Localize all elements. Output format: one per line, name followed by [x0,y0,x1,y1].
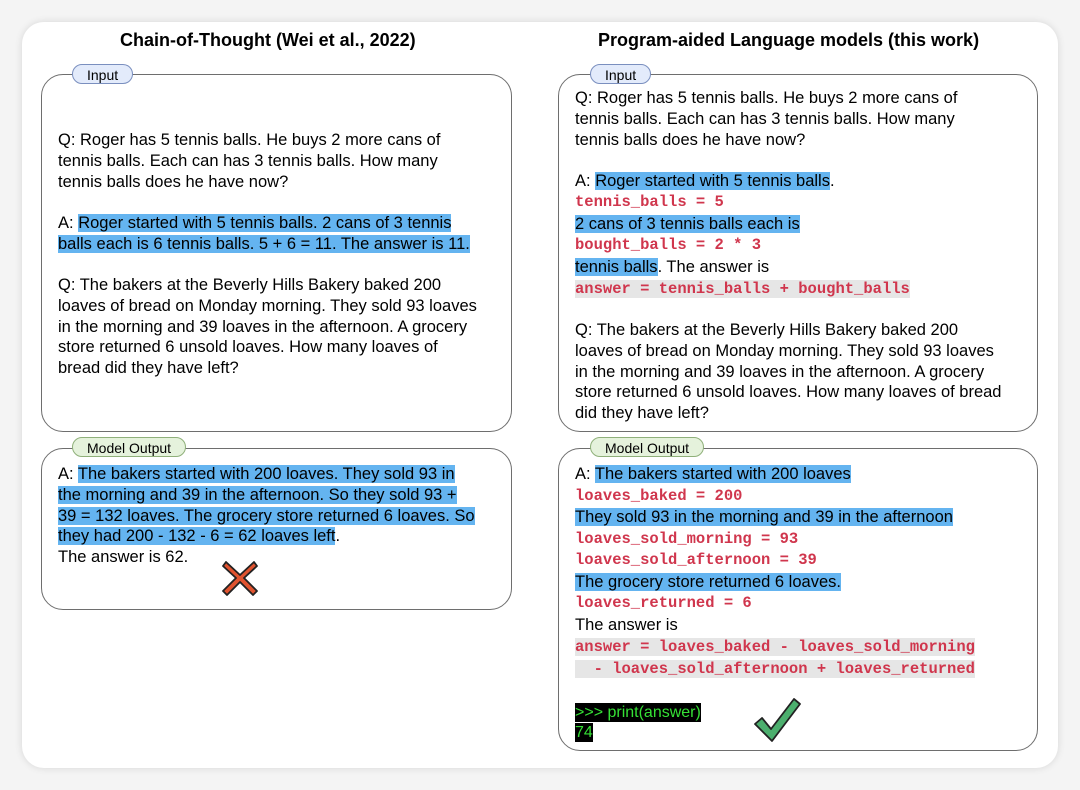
text-line [575,214,910,235]
text-line: tennis balls does he have now? [58,172,289,191]
text-line: in the morning and 39 loaves in the afternoon. A grocery [575,362,985,381]
terminal-result: 74 [575,724,593,741]
highlighted-reasoning: They sold 93 in the morning and 39 in the afternoon [575,508,953,526]
text-line: loaves of bread on Monday morning. They sold 93 loaves [58,296,477,315]
text-line [575,171,910,192]
left-output-tag: Model Output [72,437,186,457]
period: . [829,172,835,190]
left-input-tag: Input [72,64,133,84]
text-line: tennis balls does he have now? [575,130,806,149]
right-answer-1 [575,171,910,299]
right-output-tag: Model Output [590,437,704,457]
text-line [58,506,475,527]
text-line [58,485,475,506]
code-answer: answer = tennis_balls + bought_balls [575,279,910,298]
highlighted-reasoning: The bakers started with 200 loaves. They sold 93 in [77,465,455,483]
highlighted-reasoning: 2 cans of 3 tennis balls each is [575,214,800,233]
text-line: The answer is [575,615,678,634]
code-line: loaves_sold_afternoon = 39 [575,551,817,569]
text-line [58,464,475,485]
text-line [58,234,470,255]
left-model-output [58,464,475,568]
text-line [575,507,975,529]
highlighted-reasoning: the morning and 39 in the afternoon. So they sold 93 + [58,485,457,504]
right-question-1 [575,88,957,150]
code-line: loaves_baked = 200 [575,486,743,505]
text-line: Q: The bakers at the Beverly Hills Bakery baked 200 [575,321,959,339]
answer-prefix: A: [58,465,78,483]
answer-text: . The answer is [657,257,770,276]
highlighted-reasoning: The bakers started with 200 loaves [594,465,851,483]
text-line: Q: Roger has 5 tennis balls. He buys 2 more cans of [58,131,441,149]
left-question-2 [58,275,477,379]
text-line: loaves of bread on Monday morning. They sold 93 loaves [575,341,994,360]
highlighted-reasoning: The grocery store returned 6 loaves. [575,572,841,591]
right-title: Program-aided Language models (this work) [598,30,980,50]
check-icon [752,696,802,744]
period: . [335,527,341,546]
highlighted-reasoning: Roger started with 5 tennis balls [595,172,830,190]
right-input-tag: Input [590,64,651,84]
answer-prefix: A: [575,172,596,190]
code-line: loaves_returned = 6 [575,594,752,612]
answer-prefix: A: [58,214,79,232]
text-line [58,526,475,547]
text-line: The answer is 62. [58,548,189,567]
highlighted-reasoning: tennis balls [575,257,658,276]
text-line [575,257,910,278]
left-question-1 [58,130,440,192]
highlighted-reasoning: Roger started with 5 tennis balls. 2 cans of 3 tennis [78,214,452,232]
text-line [575,464,975,486]
terminal-command: >>> print(answer) [575,704,701,721]
highlighted-reasoning: balls each is 6 tennis balls. 5 + 6 = 11. The answer is 11. [58,234,470,253]
code-line [575,658,975,680]
text-line [575,572,975,594]
cross-icon [220,558,260,598]
code-answer: answer = loaves_baked - loaves_sold_morning [575,638,975,656]
left-answer-1 [58,213,470,255]
text-line: store returned 6 unsold loaves. How many loaves of [58,338,438,357]
text-line: Q: Roger has 5 tennis balls. He buys 2 more cans of [575,89,958,107]
code-line: loaves_sold_morning = 93 [575,529,799,548]
text-line: in the morning and 39 loaves in the afternoon. A grocery [58,317,468,336]
code-line [575,278,910,299]
left-title: Chain-of-Thought (Wei et al., 2022) [120,30,416,50]
text-line: tennis balls. Each can has 3 tennis balls. How many [58,151,438,170]
text-line: Q: The bakers at the Beverly Hills Bakery baked 200 [58,276,442,294]
answer-prefix: A: [575,465,595,483]
right-question-2 [575,320,1002,424]
text-line: tennis balls. Each can has 3 tennis balls. How many [575,109,955,128]
text-line: store returned 6 unsold loaves. How many loaves of bread [575,383,1002,402]
text-line [58,213,470,234]
text-line: bread did they have left? [58,359,239,378]
code-line: bought_balls = 2 * 3 [575,236,762,255]
highlighted-reasoning: they had 200 - 132 - 6 = 62 loaves left [58,527,336,546]
text-line: did they have left? [575,404,709,423]
highlighted-reasoning: 39 = 132 loaves. The grocery store returned 6 loaves. So [58,506,475,525]
code-line [575,636,975,658]
code-answer: - loaves_sold_afternoon + loaves_returned [575,659,975,678]
code-line: tennis_balls = 5 [575,193,724,212]
right-model-output [575,464,975,679]
